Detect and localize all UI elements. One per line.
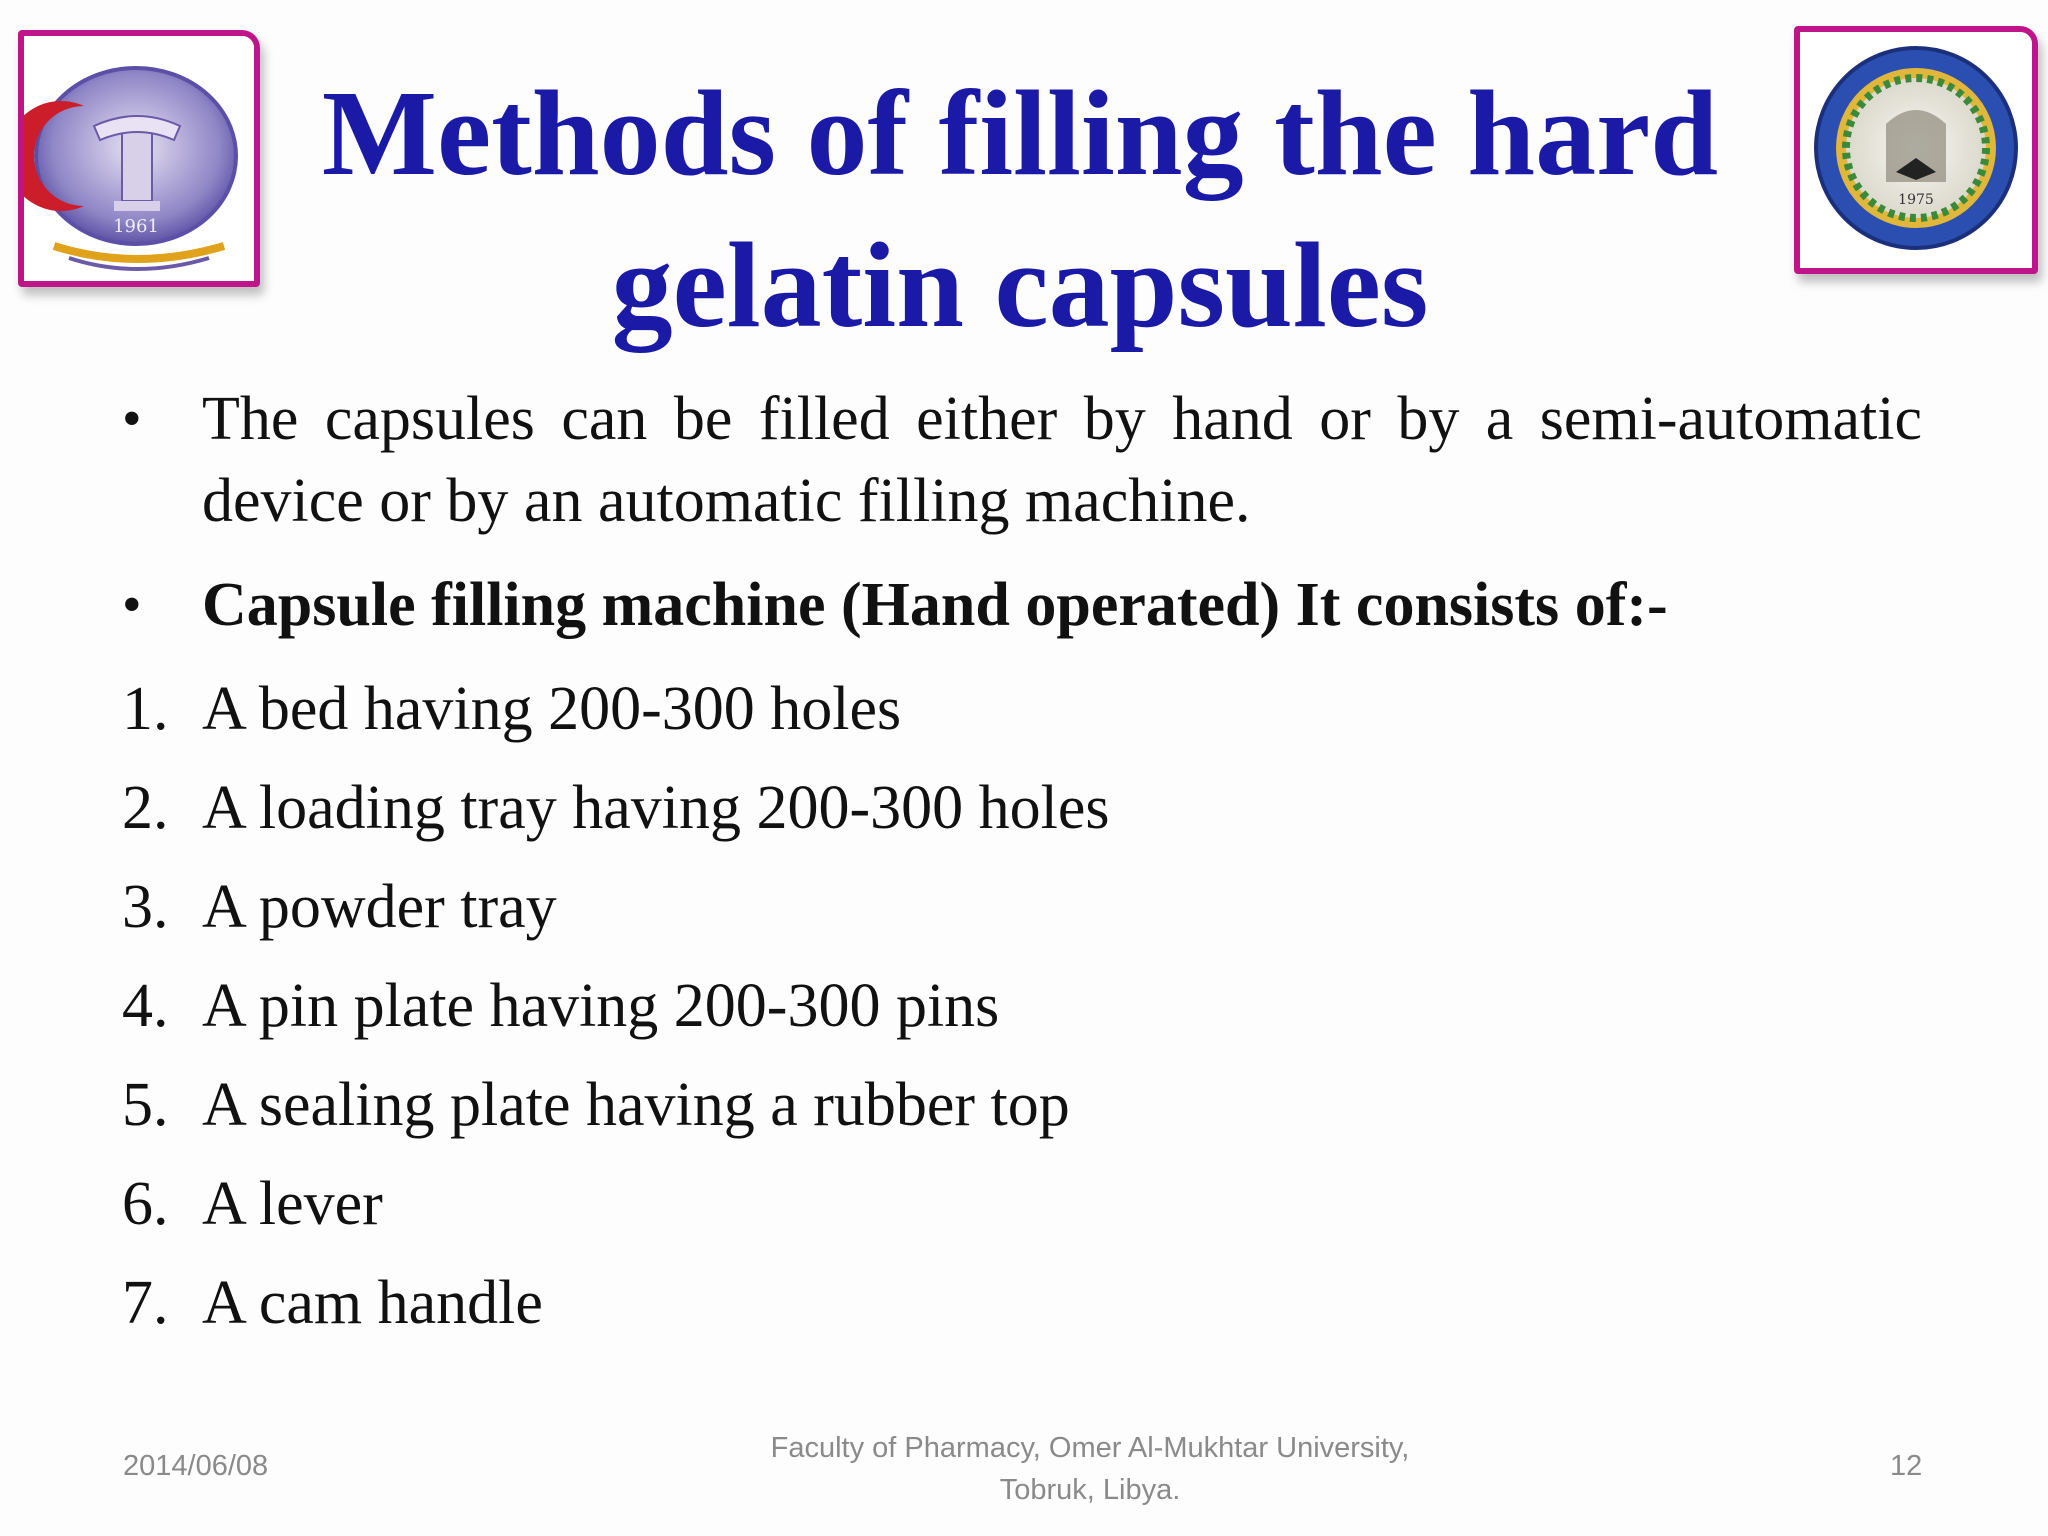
university-seal-logo: [1794, 26, 2038, 274]
numbered-list-item: [122, 1064, 1922, 1163]
footer-organization-line-1: Faculty of Pharmacy, Omer Al-Mukhtar University,: [770, 1432, 1410, 1464]
bullet-dot-icon: •: [122, 574, 142, 636]
list-item-text: A loading tray having 200-300 holes: [202, 774, 1110, 842]
list-item-text: A powder tray: [202, 873, 557, 941]
list-item-text: A lever: [202, 1170, 383, 1238]
numbered-list-item: [122, 668, 1922, 767]
list-number: 3.: [122, 873, 169, 941]
list-item-text: A bed having 200-300 holes: [202, 675, 902, 743]
list-item-text: A sealing plate having a rubber top: [202, 1071, 1070, 1139]
slide-body: [122, 378, 1922, 1361]
numbered-list-item: [122, 965, 1922, 1064]
list-number: 5.: [122, 1071, 169, 1139]
logo-right-year: 1975: [1898, 192, 1934, 208]
bullet-item: [122, 564, 1922, 646]
footer-organization: [700, 1427, 1480, 1511]
pharmacy-faculty-logo: [18, 30, 260, 287]
footer-date: 2014/06/08: [123, 1450, 269, 1482]
bullet-dot-icon: •: [122, 388, 142, 450]
bullet-item: [122, 378, 1922, 542]
numbered-list-item: [122, 1163, 1922, 1262]
list-item-text: A cam handle: [202, 1269, 543, 1337]
list-number: 7.: [122, 1269, 169, 1337]
numbered-list-item: [122, 767, 1922, 866]
slide-title-line-1: Methods of filling the hard: [321, 66, 1719, 201]
bullet-text-bold: Capsule filling machine (Hand operated) It consists of:-: [202, 571, 1668, 639]
list-number: 2.: [122, 774, 169, 842]
pharmacy-logo-icon: [24, 36, 254, 281]
bullet-text: The capsules can be filled either by hand or by a semi-automatic device or by an automatic filling machine.: [202, 385, 1922, 535]
slide-title: [260, 58, 1780, 362]
numbered-list-item: [122, 1262, 1922, 1361]
numbered-list-item: [122, 866, 1922, 965]
slide-title-line-2: gelatin capsules: [611, 218, 1429, 353]
footer-organization-line-2: Tobruk, Libya.: [999, 1474, 1181, 1506]
list-number: 4.: [122, 972, 169, 1040]
logo-left-year: 1961: [113, 216, 159, 237]
university-seal-icon: [1800, 32, 2032, 268]
slide-number: 12: [1890, 1450, 1923, 1482]
list-number: 6.: [122, 1170, 169, 1238]
list-number: 1.: [122, 675, 169, 743]
list-item-text: A pin plate having 200-300 pins: [202, 972, 1000, 1040]
